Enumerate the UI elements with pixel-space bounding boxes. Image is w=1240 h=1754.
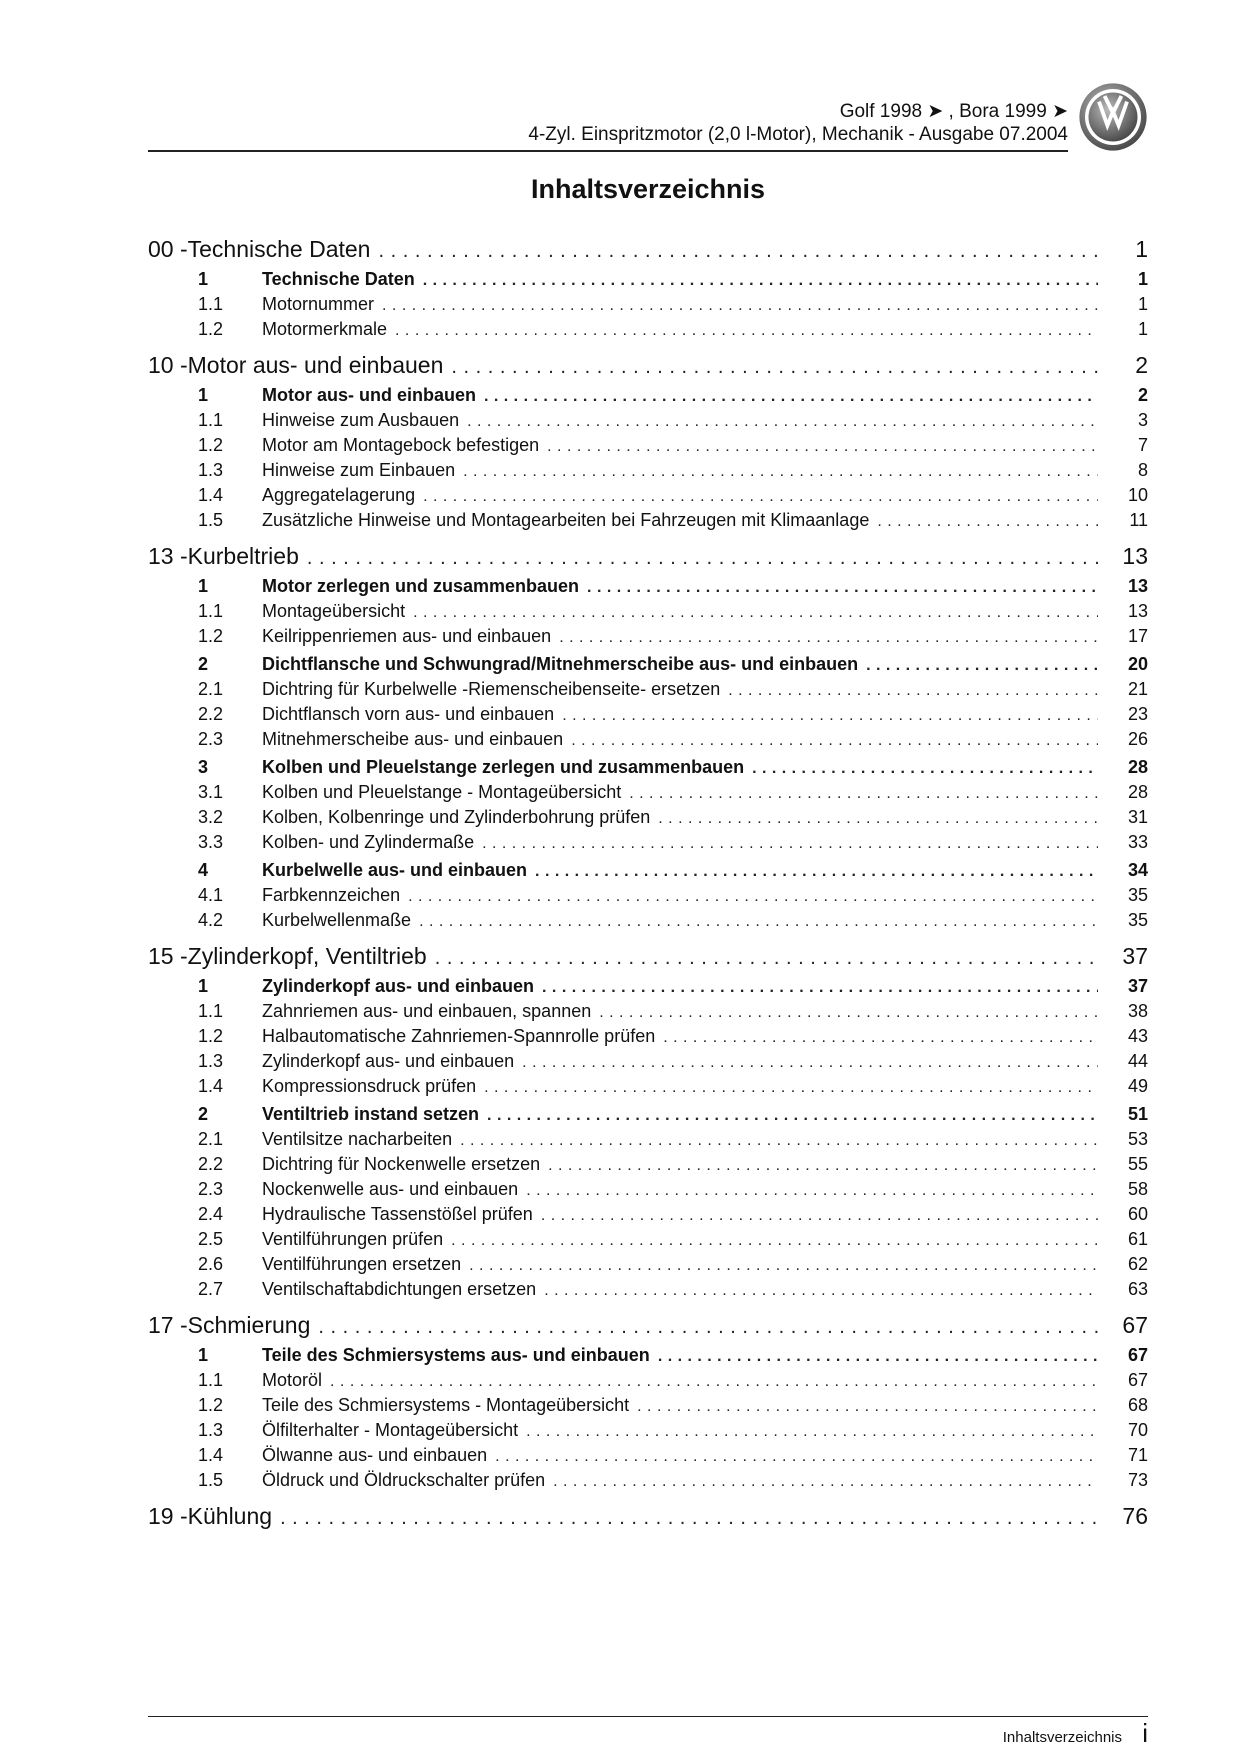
dot-leader <box>408 888 1098 906</box>
toc-entry-number: 4.1 <box>198 885 224 905</box>
toc-sub-row[interactable] <box>148 782 1148 807</box>
toc-entry-label: Kolben, Kolbenringe und Zylinderbohrung prüfen <box>262 807 651 827</box>
toc-entry-page: 35 <box>1127 885 1148 905</box>
dot-leader <box>637 1398 1098 1416</box>
toc-entry-page: 67 <box>1127 1345 1148 1365</box>
toc-entry-label: Kurbelwellenmaße <box>262 910 412 930</box>
toc-entry-number: 17 - <box>148 1312 188 1338</box>
toc-entry-page: 61 <box>1127 1229 1148 1249</box>
dot-leader <box>658 1348 1098 1366</box>
toc-section-row[interactable] <box>148 1104 1148 1129</box>
toc-sub-row[interactable] <box>148 294 1148 319</box>
toc-entry-label: Teile des Schmiersystems - Montageübersicht <box>262 1395 630 1415</box>
toc-entry-page: 58 <box>1127 1179 1148 1199</box>
toc-entry-label: Farbkennzeichen <box>262 885 401 905</box>
toc-section-row[interactable] <box>148 860 1148 885</box>
toc-entry-label: Zylinderkopf aus- und einbauen <box>262 976 535 996</box>
dot-leader <box>382 297 1098 315</box>
toc-entry-label: Kühlung <box>187 1503 273 1529</box>
toc-entry-number: 1.1 <box>198 410 224 430</box>
toc-entry-number: 1.1 <box>198 601 224 621</box>
toc-entry-number: 1 <box>198 269 209 289</box>
toc-entry-page: 62 <box>1127 1254 1148 1274</box>
toc-entry-number: 1.2 <box>198 626 224 646</box>
toc-entry-label: Ventiltrieb instand setzen <box>262 1104 480 1124</box>
toc-entry-label: Motor aus- und einbauen <box>262 385 476 405</box>
toc-entry-number: 1.4 <box>198 485 224 505</box>
header-engine-line: 4-Zyl. Einspritzmotor (2,0 l-Motor), Mechanik - Ausgabe 07.2004 <box>528 124 1068 145</box>
toc-entry-page: 37 <box>1127 976 1148 996</box>
toc-entry-page: 1 <box>1137 319 1148 339</box>
toc-chapter-row[interactable] <box>148 943 1148 973</box>
table-of-contents <box>148 236 1148 1533</box>
dot-leader <box>330 1373 1098 1391</box>
toc-entry-number: 2.1 <box>198 1129 224 1149</box>
toc-entry-page: 26 <box>1127 729 1148 749</box>
toc-entry-label: Aggregatelagerung <box>262 485 416 505</box>
toc-entry-number: 1 <box>198 1345 209 1365</box>
toc-entry-page: 76 <box>1122 1503 1148 1529</box>
toc-entry-number: 1.4 <box>198 1076 224 1096</box>
toc-sub-row[interactable] <box>148 1076 1148 1101</box>
toc-entry-number: 1.4 <box>198 1445 224 1465</box>
toc-entry-label: Montageübersicht <box>262 601 406 621</box>
toc-section-row[interactable] <box>148 576 1148 601</box>
dot-leader <box>495 1448 1098 1466</box>
toc-entry-number: 1.2 <box>198 1026 224 1046</box>
dot-leader <box>469 1257 1098 1275</box>
toc-entry-label: Motor am Montagebock befestigen <box>262 435 540 455</box>
toc-entry-page: 44 <box>1127 1051 1148 1071</box>
toc-sub-row[interactable] <box>148 460 1148 485</box>
toc-entry-page: 13 <box>1127 601 1148 621</box>
toc-entry-number: 2.3 <box>198 1179 224 1199</box>
toc-entry-page: 10 <box>1127 485 1148 505</box>
toc-entry-label: Kolben und Pleuelstange - Montageübersicht <box>262 782 622 802</box>
toc-entry-page: 1 <box>1135 236 1148 262</box>
dot-leader <box>553 1473 1098 1491</box>
dot-leader <box>599 1004 1098 1022</box>
toc-sub-row[interactable] <box>148 510 1148 535</box>
dot-leader <box>307 547 1098 570</box>
toc-sub-row[interactable] <box>148 885 1148 910</box>
toc-entry-label: Mitnehmerscheibe aus- und einbauen <box>262 729 564 749</box>
toc-entry-page: 51 <box>1127 1104 1148 1124</box>
toc-entry-label: Ventilschaftabdichtungen ersetzen <box>262 1279 537 1299</box>
dot-leader <box>318 1316 1098 1339</box>
toc-section-row[interactable] <box>148 1345 1148 1370</box>
toc-entry-number: 1.2 <box>198 1395 224 1415</box>
toc-sub-row[interactable] <box>148 1395 1148 1420</box>
toc-entry-page: 7 <box>1137 435 1148 455</box>
toc-entry-page: 21 <box>1127 679 1148 699</box>
toc-entry-number: 00 - <box>148 236 188 262</box>
toc-entry-number: 2.7 <box>198 1279 224 1299</box>
toc-section-row[interactable] <box>148 976 1148 1001</box>
toc-entry-number: 1.1 <box>198 294 224 314</box>
toc-entry-page: 11 <box>1129 510 1148 530</box>
toc-entry-page: 1 <box>1137 269 1148 289</box>
toc-sub-row[interactable] <box>148 1229 1148 1254</box>
toc-chapter-row[interactable] <box>148 1503 1148 1533</box>
dot-leader <box>467 413 1098 431</box>
dot-leader <box>451 356 1098 379</box>
toc-entry-number: 10 - <box>148 352 188 378</box>
toc-section-row[interactable] <box>148 757 1148 782</box>
toc-entry-number: 13 - <box>148 543 188 569</box>
toc-entry-page: 33 <box>1127 832 1148 852</box>
toc-entry-page: 35 <box>1127 910 1148 930</box>
toc-section-row[interactable] <box>148 385 1148 410</box>
toc-sub-row[interactable] <box>148 704 1148 729</box>
toc-entry-number: 2.1 <box>198 679 224 699</box>
toc-sub-row[interactable] <box>148 435 1148 460</box>
toc-entry-page: 28 <box>1127 782 1148 802</box>
dot-leader <box>419 913 1098 931</box>
dot-leader <box>542 979 1098 997</box>
toc-entry-page: 70 <box>1127 1420 1148 1440</box>
toc-entry-number: 4.2 <box>198 910 224 930</box>
toc-entry-page: 13 <box>1122 543 1148 569</box>
dot-leader <box>423 488 1098 506</box>
toc-entry-number: 1 <box>198 576 209 596</box>
dot-leader <box>587 579 1098 597</box>
toc-entry-number: 1.1 <box>198 1001 224 1021</box>
toc-entry-page: 53 <box>1127 1129 1148 1149</box>
toc-entry-label: Dichtflansche und Schwungrad/Mitnehmerscheibe aus- und einbauen <box>262 654 859 674</box>
toc-entry-page: 67 <box>1122 1312 1148 1338</box>
dot-leader <box>435 947 1098 970</box>
toc-entry-number: 1.2 <box>198 435 224 455</box>
toc-entry-label: Ölwanne aus- und einbauen <box>262 1445 488 1465</box>
toc-entry-number: 2.2 <box>198 1154 224 1174</box>
toc-sub-row[interactable] <box>148 1254 1148 1279</box>
toc-sub-row[interactable] <box>148 485 1148 510</box>
toc-section-row[interactable] <box>148 269 1148 294</box>
toc-entry-page: 63 <box>1127 1279 1148 1299</box>
toc-entry-page: 67 <box>1127 1370 1148 1390</box>
dot-leader <box>541 1207 1098 1225</box>
toc-entry-label: Zylinderkopf, Ventiltrieb <box>187 943 427 969</box>
toc-entry-label: Dichtring für Kurbelwelle -Riemenscheibenseite- ersetzen <box>262 679 721 699</box>
dot-leader <box>522 1054 1098 1072</box>
toc-entry-page: 38 <box>1127 1001 1148 1021</box>
toc-entry-number: 3.1 <box>198 782 224 802</box>
toc-entry-number: 3 <box>198 757 209 777</box>
toc-sub-row[interactable] <box>148 1129 1148 1154</box>
dot-leader <box>544 1282 1098 1300</box>
toc-entry-number: 2 <box>198 654 209 674</box>
dot-leader <box>752 760 1098 778</box>
toc-sub-row[interactable] <box>148 1204 1148 1229</box>
dot-leader <box>571 732 1098 750</box>
dot-leader <box>378 240 1098 263</box>
toc-entry-page: 17 <box>1127 626 1148 646</box>
toc-entry-page: 3 <box>1137 410 1148 430</box>
toc-entry-page: 55 <box>1127 1154 1148 1174</box>
dot-leader <box>663 1029 1098 1047</box>
toc-sub-row[interactable] <box>148 1279 1148 1304</box>
toc-entry-number: 3.2 <box>198 807 224 827</box>
toc-entry-label: Kurbelwelle aus- und einbauen <box>262 860 528 880</box>
toc-entry-label: Ölfilterhalter - Montageübersicht <box>262 1420 519 1440</box>
dot-leader <box>484 388 1098 406</box>
toc-entry-label: Motoröl <box>262 1370 323 1390</box>
toc-entry-label: Zahnriemen aus- und einbauen, spannen <box>262 1001 592 1021</box>
toc-sub-row[interactable] <box>148 1154 1148 1179</box>
dot-leader <box>413 604 1098 622</box>
toc-entry-label: Halbautomatische Zahnriemen-Spannrolle prüfen <box>262 1026 656 1046</box>
toc-entry-number: 1.3 <box>198 1051 224 1071</box>
toc-entry-number: 2.6 <box>198 1254 224 1274</box>
toc-entry-number: 2 <box>198 1104 209 1124</box>
toc-entry-page: 37 <box>1122 943 1148 969</box>
header-model-line: Golf 1998 ➤ , Bora 1999 ➤ <box>839 101 1068 122</box>
toc-entry-number: 15 - <box>148 943 188 969</box>
page-footer <box>148 1716 1148 1748</box>
toc-entry-page: 71 <box>1127 1445 1148 1465</box>
toc-sub-row[interactable] <box>148 807 1148 832</box>
toc-section-row[interactable] <box>148 654 1148 679</box>
toc-entry-page: 49 <box>1127 1076 1148 1096</box>
dot-leader <box>629 785 1098 803</box>
toc-sub-row[interactable] <box>148 601 1148 626</box>
page-title: Inhaltsverzeichnis <box>530 174 766 204</box>
dot-leader <box>535 863 1098 881</box>
toc-entry-number: 2.3 <box>198 729 224 749</box>
toc-entry-page: 28 <box>1127 757 1148 777</box>
toc-sub-row[interactable] <box>148 319 1148 344</box>
toc-sub-row[interactable] <box>148 1470 1148 1495</box>
footer-label: Inhaltsverzeichnis <box>1002 1729 1122 1746</box>
dot-leader <box>460 1132 1098 1150</box>
toc-entry-label: Dichtflansch vorn aus- und einbauen <box>262 704 555 724</box>
toc-sub-row[interactable] <box>148 1445 1148 1470</box>
toc-entry-label: Motor aus- und einbauen <box>187 352 444 378</box>
toc-entry-label: Kolben- und Zylindermaße <box>262 832 475 852</box>
toc-entry-label: Technische Daten <box>187 236 371 262</box>
dot-leader <box>866 657 1098 675</box>
toc-entry-number: 2.5 <box>198 1229 224 1249</box>
toc-entry-label: Kolben und Pleuelstange zerlegen und zusammenbauen <box>262 757 745 777</box>
toc-sub-row[interactable] <box>148 1179 1148 1204</box>
toc-sub-row[interactable] <box>148 1370 1148 1395</box>
toc-entry-page: 2 <box>1135 352 1148 378</box>
toc-sub-row[interactable] <box>148 1001 1148 1026</box>
dot-leader <box>526 1423 1098 1441</box>
toc-entry-page: 43 <box>1127 1026 1148 1046</box>
toc-entry-number: 19 - <box>148 1503 188 1529</box>
dot-leader <box>482 835 1098 853</box>
toc-entry-label: Teile des Schmiersystems aus- und einbauen <box>262 1345 650 1365</box>
toc-entry-number: 1.3 <box>198 460 224 480</box>
toc-chapter-row[interactable] <box>148 352 1148 382</box>
vw-logo-icon <box>1078 82 1148 152</box>
dot-leader <box>395 322 1098 340</box>
toc-entry-label: Zylinderkopf aus- und einbauen <box>262 1051 515 1071</box>
toc-sub-row[interactable] <box>148 1026 1148 1051</box>
toc-entry-number: 4 <box>198 860 209 880</box>
toc-entry-label: Ventilführungen prüfen <box>262 1229 444 1249</box>
toc-entry-page: 31 <box>1127 807 1148 827</box>
dot-leader <box>487 1107 1098 1125</box>
dot-leader <box>423 272 1098 290</box>
dot-leader <box>877 513 1098 531</box>
toc-entry-label: Technische Daten <box>262 269 415 289</box>
toc-entry-label: Dichtring für Nockenwelle ersetzen <box>262 1154 541 1174</box>
toc-entry-label: Motormerkmale <box>262 319 388 339</box>
toc-sub-row[interactable] <box>148 626 1148 651</box>
toc-entry-number: 3.3 <box>198 832 224 852</box>
toc-chapter-row[interactable] <box>148 1312 1148 1342</box>
toc-entry-label: Nockenwelle aus- und einbauen <box>262 1179 519 1199</box>
toc-entry-page: 68 <box>1127 1395 1148 1415</box>
toc-entry-page: 20 <box>1127 654 1148 674</box>
dot-leader <box>484 1079 1098 1097</box>
toc-entry-number: 1 <box>198 385 209 405</box>
toc-entry-number: 2.2 <box>198 704 224 724</box>
toc-sub-row[interactable] <box>148 910 1148 935</box>
dot-leader <box>658 810 1098 828</box>
toc-chapter-row[interactable] <box>148 543 1148 573</box>
toc-entry-label: Hinweise zum Ausbauen <box>262 410 460 430</box>
toc-entry-number: 1.1 <box>198 1370 224 1390</box>
toc-entry-page: 34 <box>1127 860 1148 880</box>
toc-entry-number: 1.5 <box>198 510 224 530</box>
dot-leader <box>463 463 1098 481</box>
toc-entry-page: 1 <box>1137 294 1148 314</box>
toc-entry-number: 1.2 <box>198 319 224 339</box>
dot-leader <box>280 1507 1098 1530</box>
toc-entry-page: 2 <box>1137 385 1148 405</box>
toc-entry-label: Ventilführungen ersetzen <box>262 1254 462 1274</box>
dot-leader <box>728 682 1098 700</box>
page-header <box>148 96 1068 152</box>
toc-entry-label: Keilrippenriemen aus- und einbauen <box>262 626 552 646</box>
toc-sub-row[interactable] <box>148 729 1148 754</box>
toc-entry-label: Zusätzliche Hinweise und Montagearbeiten bei Fahrzeugen mit Klimaanlage <box>262 510 870 530</box>
toc-entry-label: Schmierung <box>187 1312 311 1338</box>
dot-leader <box>547 438 1098 456</box>
toc-entry-label: Kurbeltrieb <box>187 543 299 569</box>
toc-entry-number: 1.3 <box>198 1420 224 1440</box>
toc-sub-row[interactable] <box>148 679 1148 704</box>
toc-entry-page: 13 <box>1127 576 1148 596</box>
toc-entry-label: Motornummer <box>262 294 375 314</box>
dot-leader <box>559 629 1098 647</box>
toc-sub-row[interactable] <box>148 410 1148 435</box>
toc-entry-label: Öldruck und Öldruckschalter prüfen <box>262 1470 546 1490</box>
toc-sub-row[interactable] <box>148 832 1148 857</box>
toc-entry-page: 23 <box>1127 704 1148 724</box>
toc-entry-number: 1 <box>198 976 209 996</box>
toc-entry-label: Hydraulische Tassenstößel prüfen <box>262 1204 533 1224</box>
dot-leader <box>526 1182 1098 1200</box>
footer-page-number: i <box>1142 1718 1148 1748</box>
toc-entry-page: 73 <box>1127 1470 1148 1490</box>
toc-entry-label: Ventilsitze nacharbeiten <box>262 1129 453 1149</box>
toc-entry-label: Hinweise zum Einbauen <box>262 460 456 480</box>
dot-leader <box>451 1232 1098 1250</box>
toc-sub-row[interactable] <box>148 1420 1148 1445</box>
toc-entry-number: 1.5 <box>198 1470 224 1490</box>
toc-sub-row[interactable] <box>148 1051 1148 1076</box>
toc-entry-number: 2.4 <box>198 1204 224 1224</box>
toc-entry-page: 8 <box>1137 460 1148 480</box>
toc-entry-page: 60 <box>1127 1204 1148 1224</box>
toc-entry-label: Motor zerlegen und zusammenbauen <box>262 576 580 596</box>
dot-leader <box>548 1157 1098 1175</box>
toc-chapter-row[interactable] <box>148 236 1148 266</box>
toc-entry-label: Kompressionsdruck prüfen <box>262 1076 477 1096</box>
dot-leader <box>562 707 1098 725</box>
